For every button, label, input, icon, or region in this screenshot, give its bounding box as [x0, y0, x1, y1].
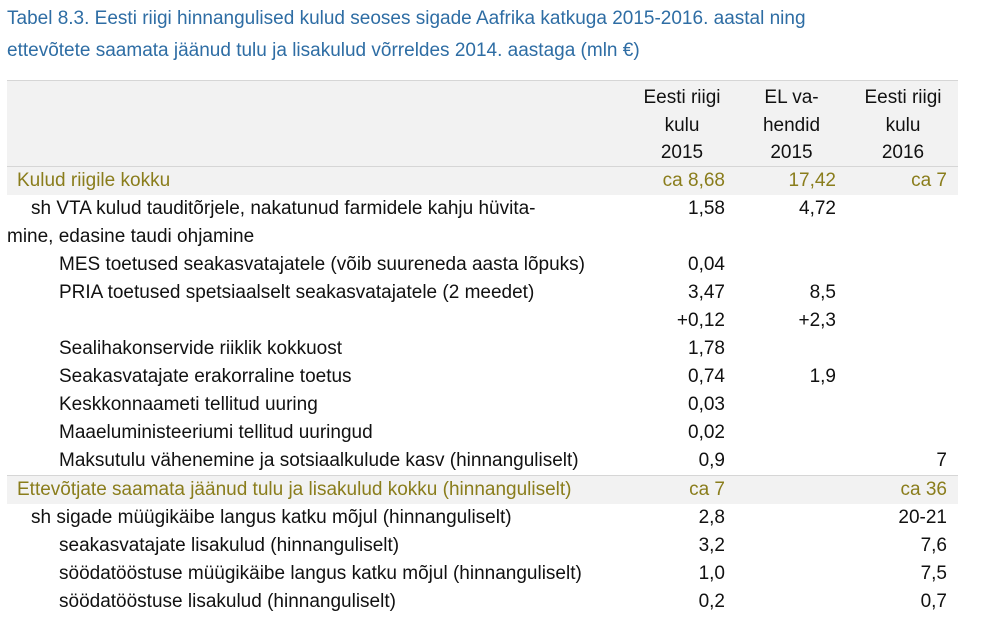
header-line: 2015 — [660, 142, 704, 163]
row-label: Ettevõtjate saamata jäänud tulu ja lisakulud kokku (hinnanguliselt) — [17, 479, 572, 500]
value-eesti-2015: 0,03 — [688, 394, 725, 415]
value-el-2015: 4,72 — [799, 198, 836, 219]
value-eesti-2016: 20-21 — [898, 507, 947, 528]
value-eesti-2016: 7,6 — [920, 535, 947, 556]
value-eesti-2015: ca 7 — [689, 479, 725, 500]
caption-line-1: Tabel 8.3. Eesti riigi hinnangulised kulud seoses sigade Aafrika katkuga 2015-2016. aastal ning — [7, 8, 806, 29]
table-row — [7, 532, 958, 560]
table-row — [7, 279, 958, 307]
value-eesti-2015: 2,8 — [698, 507, 725, 528]
value-eesti-2015: 0,04 — [688, 254, 725, 275]
row-label: Kulud riigile kokku — [17, 170, 171, 191]
value-eesti-2016: ca 7 — [911, 170, 947, 191]
row-label — [7, 195, 616, 251]
value-eesti-2016: 7 — [936, 450, 947, 471]
header-eesti-2015 — [627, 84, 737, 167]
table-row — [7, 307, 958, 335]
table-row — [7, 335, 958, 363]
row-label: söödatööstuse lisakulud (hinnanguliselt) — [59, 591, 396, 612]
row-label: seakasvatajate lisakulud (hinnanguliselt) — [59, 535, 400, 556]
row-label: Keskkonnaameti tellitud uuring — [59, 394, 318, 415]
value-eesti-2015: 0,2 — [698, 591, 725, 612]
table-header — [7, 80, 958, 166]
row-label-line-1: sh VTA kulud tauditõrjele, nakatunud farmidele kahju hüvita- — [31, 198, 536, 219]
table-row — [7, 419, 958, 447]
header-line: 2016 — [881, 142, 925, 163]
table-row — [7, 560, 958, 588]
header-line: Eesti riigi — [643, 87, 721, 108]
row-label-line-2: mine, edasine taudi ohjamine — [7, 226, 255, 247]
table-row — [7, 504, 958, 532]
value-el-2015: +2,3 — [798, 310, 836, 331]
header-line: kulu — [885, 114, 921, 136]
value-eesti-2015: 0,9 — [698, 450, 725, 471]
value-eesti-2015: 0,74 — [688, 366, 725, 387]
row-label: sh sigade müügikäibe langus katku mõjul (hinnanguliselt) — [31, 507, 512, 528]
table-row — [7, 195, 958, 251]
value-eesti-2015: +0,12 — [676, 310, 725, 331]
value-eesti-2015: 3,2 — [698, 535, 725, 556]
header-line: hendid — [762, 114, 821, 136]
value-eesti-2016: 7,5 — [920, 563, 947, 584]
value-eesti-2015: 0,02 — [688, 422, 725, 443]
value-el-2015: 17,42 — [788, 170, 836, 191]
header-el-2015 — [744, 84, 839, 167]
row-label: PRIA toetused spetsiaalselt seakasvatajatele (2 meedet) — [59, 282, 535, 303]
table-row — [7, 363, 958, 391]
row-label: MES toetused seakasvatajatele (võib suureneda aasta lõpuks) — [59, 254, 585, 275]
value-eesti-2015: ca 8,68 — [662, 170, 725, 191]
cost-table — [7, 80, 958, 616]
header-line: kulu — [664, 114, 700, 136]
caption-line-2: ettevõtete saamata jäänud tulu ja lisakulud võrreldes 2014. aastaga (mln €) — [7, 40, 640, 61]
value-eesti-2015: 1,78 — [688, 338, 725, 359]
table-row — [7, 588, 958, 616]
value-el-2015: 8,5 — [809, 282, 836, 303]
row-label: söödatööstuse müügikäibe langus katku mõjul (hinnanguliselt) — [59, 563, 582, 584]
table-row — [7, 251, 958, 279]
value-eesti-2015: 3,47 — [688, 282, 725, 303]
value-eesti-2015: 1,58 — [688, 198, 725, 219]
value-eesti-2016: ca 36 — [900, 479, 947, 500]
header-line: Eesti riigi — [864, 87, 942, 108]
table-row — [7, 391, 958, 419]
table-caption — [7, 3, 982, 67]
row-label: Maksutulu vähenemine ja sotsiaalkulude kasv (hinnanguliselt) — [59, 450, 579, 471]
value-eesti-2016: 0,7 — [920, 591, 947, 612]
table-row-total-business — [7, 475, 958, 504]
header-line: EL va- — [764, 87, 819, 108]
value-el-2015: 1,9 — [809, 366, 836, 387]
row-label: Maaeluministeeriumi tellitud uuringud — [59, 422, 373, 443]
value-eesti-2015: 1,0 — [698, 563, 725, 584]
header-line: 2015 — [770, 142, 813, 163]
row-label: Seakasvatajate erakorraline toetus — [59, 366, 352, 387]
header-eesti-2016 — [848, 84, 958, 167]
table-row-total-state — [7, 166, 958, 195]
row-label: Sealihakonservide riiklik kokkuost — [59, 338, 343, 359]
table-row — [7, 447, 958, 475]
